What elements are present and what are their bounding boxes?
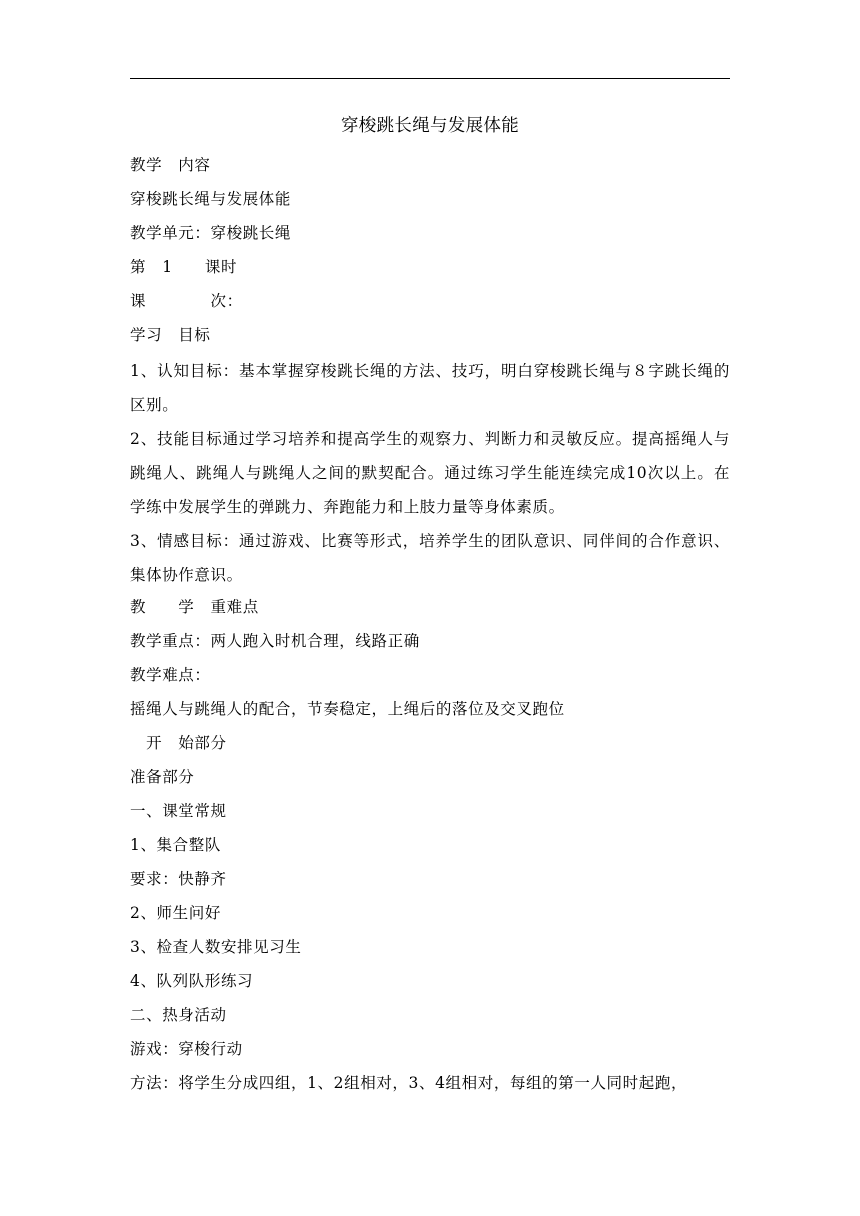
content-text: 穿梭跳长绳与发展体能 — [130, 190, 292, 208]
document-title: 穿梭跳长绳与发展体能 — [341, 116, 519, 136]
method-line: 方法：将学生分成四组，1、2组相对，3、4组相对，每组的第一人同时起跑， — [130, 1074, 688, 1092]
key-point-line: 教学重点：两人跑入时机合理，线路正确 — [130, 632, 420, 650]
objective-skill: 2、技能目标通过学习培养和提高学生的观察力、判断力和灵敏反应。提高摇绳人与跳绳人、跳绳人与跳绳人之间的默契配合。通过练习学生能连续完成10次以上。在学练中发展学生的弹跳力、奔跑能力和上肢力量等身体素质。 — [130, 430, 730, 516]
preparation-heading: 准备部分 — [130, 768, 195, 786]
section-heading-objectives: 学习 目标 — [130, 326, 211, 344]
list-item: 1、集合整队 — [130, 836, 221, 854]
objective-affective: 3、情感目标：通过游戏、比赛等形式，培养学生的团队意识、同伴间的合作意识、集体协作意识。 — [130, 532, 730, 584]
list-item: 4、队列队形练习 — [130, 972, 254, 990]
header-rule — [130, 78, 730, 79]
difficulty-text: 摇绳人与跳绳人的配合，节奏稳定，上绳后的落位及交叉跑位 — [130, 700, 565, 718]
objective-cognitive: 1、认知目标：基本掌握穿梭跳长绳的方法、技巧，明白穿梭跳长绳与８字跳长绳的区别。 — [130, 362, 730, 414]
warmup-heading: 二、热身活动 — [130, 1006, 227, 1024]
difficulty-label: 教学难点： — [130, 666, 211, 684]
list-item: 2、师生问好 — [130, 904, 221, 922]
session-line: 课 次： — [130, 292, 243, 310]
list-item: 3、检查人数安排见习生 — [130, 938, 302, 956]
document-body — [130, 150, 730, 1102]
game-line: 游戏：穿梭行动 — [130, 1040, 243, 1058]
unit-line: 教学单元：穿梭跳长绳 — [130, 224, 292, 242]
section-heading-key-points: 教 学 重难点 — [130, 598, 259, 616]
class-routine-heading: 一、课堂常规 — [130, 802, 227, 820]
lesson-number-line: 第 1 课时 — [130, 258, 238, 276]
requirement-line: 要求：快静齐 — [130, 870, 227, 888]
section-heading-content: 教学 内容 — [130, 156, 211, 174]
section-heading-start: 开 始部分 — [130, 734, 227, 752]
